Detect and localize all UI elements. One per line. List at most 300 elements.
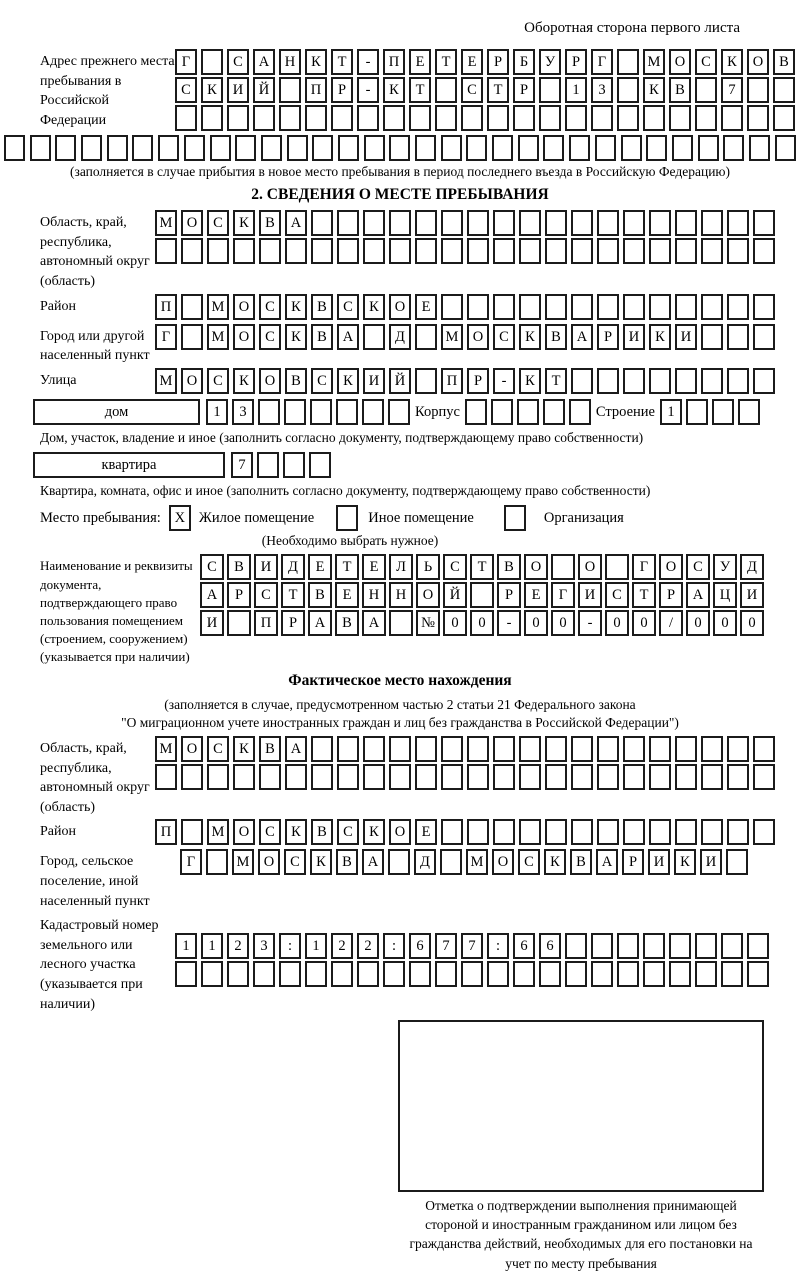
- char-cell[interactable]: О: [492, 849, 514, 875]
- char-cell[interactable]: [675, 294, 697, 320]
- char-cell[interactable]: :: [383, 933, 405, 959]
- char-cell[interactable]: [311, 210, 333, 236]
- char-cell[interactable]: [649, 210, 671, 236]
- char-cell[interactable]: Р: [513, 77, 535, 103]
- char-cell[interactable]: С: [254, 582, 278, 608]
- char-cell[interactable]: [158, 135, 179, 161]
- char-cell[interactable]: [569, 135, 590, 161]
- char-cell[interactable]: [571, 736, 593, 762]
- char-cell[interactable]: [513, 961, 535, 987]
- char-cell[interactable]: [253, 961, 275, 987]
- char-cell[interactable]: Р: [467, 368, 489, 394]
- char-cell[interactable]: А: [285, 210, 307, 236]
- char-cell[interactable]: С: [207, 736, 229, 762]
- char-cell[interactable]: И: [363, 368, 385, 394]
- char-cell[interactable]: [675, 210, 697, 236]
- char-cell[interactable]: 0: [740, 610, 764, 636]
- char-cell[interactable]: [669, 933, 691, 959]
- char-cell[interactable]: [675, 238, 697, 264]
- char-cell[interactable]: [649, 764, 671, 790]
- char-cell[interactable]: [389, 135, 410, 161]
- char-cell[interactable]: А: [686, 582, 710, 608]
- char-cell[interactable]: Т: [331, 49, 353, 75]
- char-cell[interactable]: И: [227, 77, 249, 103]
- char-cell[interactable]: Д: [281, 554, 305, 580]
- char-cell[interactable]: [551, 554, 575, 580]
- char-cell[interactable]: [467, 736, 489, 762]
- char-cell[interactable]: -: [497, 610, 521, 636]
- char-cell[interactable]: [643, 105, 665, 131]
- char-cell[interactable]: П: [155, 819, 177, 845]
- char-cell[interactable]: [309, 452, 331, 478]
- char-cell[interactable]: [649, 238, 671, 264]
- char-cell[interactable]: К: [233, 736, 255, 762]
- char-cell[interactable]: О: [233, 294, 255, 320]
- char-cell[interactable]: А: [200, 582, 224, 608]
- char-cell[interactable]: 3: [591, 77, 613, 103]
- char-cell[interactable]: 0: [443, 610, 467, 636]
- char-cell[interactable]: Д: [414, 849, 436, 875]
- char-cell[interactable]: П: [155, 294, 177, 320]
- char-cell[interactable]: [695, 933, 717, 959]
- char-cell[interactable]: Д: [740, 554, 764, 580]
- char-cell[interactable]: П: [383, 49, 405, 75]
- char-cell[interactable]: 0: [632, 610, 656, 636]
- char-cell[interactable]: К: [363, 819, 385, 845]
- char-cell[interactable]: М: [441, 324, 463, 350]
- char-cell[interactable]: К: [544, 849, 566, 875]
- char-cell[interactable]: А: [362, 849, 384, 875]
- char-cell[interactable]: В: [259, 736, 281, 762]
- char-cell[interactable]: О: [669, 49, 691, 75]
- char-cell[interactable]: [415, 736, 437, 762]
- char-cell[interactable]: [675, 819, 697, 845]
- char-cell[interactable]: [435, 961, 457, 987]
- char-cell[interactable]: [467, 210, 489, 236]
- char-cell[interactable]: О: [524, 554, 548, 580]
- char-cell[interactable]: [686, 399, 708, 425]
- char-cell[interactable]: [727, 238, 749, 264]
- char-cell[interactable]: В: [311, 819, 333, 845]
- char-cell[interactable]: [595, 135, 616, 161]
- char-cell[interactable]: -: [357, 77, 379, 103]
- char-cell[interactable]: [175, 961, 197, 987]
- char-cell[interactable]: [364, 135, 385, 161]
- char-cell[interactable]: [441, 294, 463, 320]
- char-cell[interactable]: [155, 238, 177, 264]
- char-cell[interactable]: С: [443, 554, 467, 580]
- char-cell[interactable]: [389, 764, 411, 790]
- char-cell[interactable]: В: [335, 610, 359, 636]
- char-cell[interactable]: [305, 961, 327, 987]
- char-cell[interactable]: [441, 736, 463, 762]
- char-cell[interactable]: И: [254, 554, 278, 580]
- char-cell[interactable]: С: [227, 49, 249, 75]
- char-cell[interactable]: Е: [362, 554, 386, 580]
- char-cell[interactable]: М: [155, 736, 177, 762]
- char-cell[interactable]: С: [695, 49, 717, 75]
- char-cell[interactable]: О: [258, 849, 280, 875]
- char-cell[interactable]: [441, 764, 463, 790]
- char-cell[interactable]: [409, 961, 431, 987]
- char-cell[interactable]: [493, 210, 515, 236]
- char-cell[interactable]: 0: [524, 610, 548, 636]
- char-cell[interactable]: М: [207, 819, 229, 845]
- char-cell[interactable]: [727, 736, 749, 762]
- char-cell[interactable]: Г: [155, 324, 177, 350]
- char-cell[interactable]: [701, 764, 723, 790]
- char-cell[interactable]: [181, 238, 203, 264]
- char-cell[interactable]: [747, 105, 769, 131]
- char-cell[interactable]: В: [545, 324, 567, 350]
- char-cell[interactable]: [623, 368, 645, 394]
- char-cell[interactable]: [649, 736, 671, 762]
- char-cell[interactable]: [597, 238, 619, 264]
- char-cell[interactable]: [175, 105, 197, 131]
- char-cell[interactable]: [539, 77, 561, 103]
- char-cell[interactable]: [233, 764, 255, 790]
- char-cell[interactable]: М: [155, 368, 177, 394]
- char-cell[interactable]: [132, 135, 153, 161]
- char-cell[interactable]: У: [539, 49, 561, 75]
- char-cell[interactable]: [675, 368, 697, 394]
- char-cell[interactable]: [492, 135, 513, 161]
- char-cell[interactable]: [747, 933, 769, 959]
- char-cell[interactable]: И: [675, 324, 697, 350]
- char-cell[interactable]: [753, 368, 775, 394]
- char-cell[interactable]: [201, 49, 223, 75]
- char-cell[interactable]: [259, 238, 281, 264]
- char-cell[interactable]: [487, 961, 509, 987]
- char-cell[interactable]: [311, 764, 333, 790]
- char-cell[interactable]: [201, 105, 223, 131]
- char-cell[interactable]: [181, 294, 203, 320]
- char-cell[interactable]: [721, 105, 743, 131]
- char-cell[interactable]: [597, 210, 619, 236]
- char-cell[interactable]: К: [285, 324, 307, 350]
- char-cell[interactable]: Т: [335, 554, 359, 580]
- char-cell[interactable]: [617, 105, 639, 131]
- char-cell[interactable]: [441, 210, 463, 236]
- char-cell[interactable]: [487, 105, 509, 131]
- char-cell[interactable]: А: [285, 736, 307, 762]
- char-cell[interactable]: Н: [362, 582, 386, 608]
- char-cell[interactable]: [389, 210, 411, 236]
- char-cell[interactable]: [493, 294, 515, 320]
- char-cell[interactable]: [467, 819, 489, 845]
- char-cell[interactable]: О: [659, 554, 683, 580]
- char-cell[interactable]: Е: [409, 49, 431, 75]
- char-cell[interactable]: [279, 77, 301, 103]
- char-cell[interactable]: 0: [605, 610, 629, 636]
- char-cell[interactable]: [701, 294, 723, 320]
- char-cell[interactable]: Р: [659, 582, 683, 608]
- char-cell[interactable]: К: [305, 49, 327, 75]
- char-cell[interactable]: [695, 77, 717, 103]
- char-cell[interactable]: [617, 49, 639, 75]
- char-cell[interactable]: [4, 135, 25, 161]
- char-cell[interactable]: С: [461, 77, 483, 103]
- char-cell[interactable]: [649, 819, 671, 845]
- char-cell[interactable]: [337, 238, 359, 264]
- char-cell[interactable]: [184, 135, 205, 161]
- char-cell[interactable]: [726, 849, 748, 875]
- char-cell[interactable]: [363, 210, 385, 236]
- char-cell[interactable]: Е: [461, 49, 483, 75]
- char-cell[interactable]: [415, 135, 436, 161]
- char-cell[interactable]: [569, 399, 591, 425]
- char-cell[interactable]: [623, 736, 645, 762]
- char-cell[interactable]: [753, 294, 775, 320]
- char-cell[interactable]: [310, 399, 332, 425]
- char-cell[interactable]: [435, 105, 457, 131]
- char-cell[interactable]: [311, 736, 333, 762]
- char-cell[interactable]: [362, 399, 384, 425]
- char-cell[interactable]: 2: [227, 933, 249, 959]
- char-cell[interactable]: [383, 961, 405, 987]
- char-cell[interactable]: [258, 399, 280, 425]
- char-cell[interactable]: С: [259, 294, 281, 320]
- char-cell[interactable]: [389, 736, 411, 762]
- char-cell[interactable]: Т: [632, 582, 656, 608]
- char-cell[interactable]: [519, 819, 541, 845]
- char-cell[interactable]: М: [232, 849, 254, 875]
- char-cell[interactable]: [565, 961, 587, 987]
- char-cell[interactable]: В: [336, 849, 358, 875]
- char-cell[interactable]: [465, 399, 487, 425]
- char-cell[interactable]: [519, 238, 541, 264]
- char-cell[interactable]: [721, 933, 743, 959]
- char-cell[interactable]: И: [700, 849, 722, 875]
- char-cell[interactable]: [519, 764, 541, 790]
- char-cell[interactable]: Г: [180, 849, 202, 875]
- char-cell[interactable]: [415, 368, 437, 394]
- char-cell[interactable]: [753, 324, 775, 350]
- char-cell[interactable]: [721, 961, 743, 987]
- char-cell[interactable]: К: [337, 368, 359, 394]
- char-cell[interactable]: [545, 764, 567, 790]
- char-cell[interactable]: О: [233, 819, 255, 845]
- stay-type-checkbox-other[interactable]: [336, 505, 358, 531]
- char-cell[interactable]: К: [649, 324, 671, 350]
- char-cell[interactable]: Й: [253, 77, 275, 103]
- char-cell[interactable]: [605, 554, 629, 580]
- char-cell[interactable]: [311, 238, 333, 264]
- char-cell[interactable]: [415, 210, 437, 236]
- char-cell[interactable]: :: [279, 933, 301, 959]
- char-cell[interactable]: [107, 135, 128, 161]
- char-cell[interactable]: И: [200, 610, 224, 636]
- char-cell[interactable]: [617, 77, 639, 103]
- char-cell[interactable]: Ц: [713, 582, 737, 608]
- char-cell[interactable]: [461, 105, 483, 131]
- char-cell[interactable]: 1: [201, 933, 223, 959]
- char-cell[interactable]: [207, 764, 229, 790]
- char-cell[interactable]: К: [285, 294, 307, 320]
- char-cell[interactable]: К: [201, 77, 223, 103]
- char-cell[interactable]: Г: [175, 49, 197, 75]
- char-cell[interactable]: [493, 736, 515, 762]
- char-cell[interactable]: [383, 105, 405, 131]
- char-cell[interactable]: Г: [632, 554, 656, 580]
- char-cell[interactable]: [591, 105, 613, 131]
- char-cell[interactable]: [701, 368, 723, 394]
- char-cell[interactable]: [305, 105, 327, 131]
- char-cell[interactable]: Е: [524, 582, 548, 608]
- char-cell[interactable]: 6: [513, 933, 535, 959]
- char-cell[interactable]: [363, 764, 385, 790]
- char-cell[interactable]: О: [578, 554, 602, 580]
- char-cell[interactable]: С: [259, 819, 281, 845]
- char-cell[interactable]: [753, 764, 775, 790]
- char-cell[interactable]: В: [259, 210, 281, 236]
- char-cell[interactable]: [571, 294, 593, 320]
- char-cell[interactable]: [597, 819, 619, 845]
- char-cell[interactable]: [591, 961, 613, 987]
- char-cell[interactable]: 1: [305, 933, 327, 959]
- char-cell[interactable]: [30, 135, 51, 161]
- char-cell[interactable]: [415, 238, 437, 264]
- char-cell[interactable]: [389, 238, 411, 264]
- char-cell[interactable]: [701, 736, 723, 762]
- char-cell[interactable]: С: [311, 368, 333, 394]
- char-cell[interactable]: [727, 324, 749, 350]
- char-cell[interactable]: [337, 764, 359, 790]
- char-cell[interactable]: [649, 368, 671, 394]
- char-cell[interactable]: №: [416, 610, 440, 636]
- char-cell[interactable]: К: [363, 294, 385, 320]
- char-cell[interactable]: [597, 368, 619, 394]
- char-cell[interactable]: [545, 238, 567, 264]
- char-cell[interactable]: 0: [470, 610, 494, 636]
- char-cell[interactable]: [181, 819, 203, 845]
- char-cell[interactable]: [669, 105, 691, 131]
- char-cell[interactable]: Р: [497, 582, 521, 608]
- char-cell[interactable]: 7: [231, 452, 253, 478]
- char-cell[interactable]: И: [623, 324, 645, 350]
- char-cell[interactable]: [363, 736, 385, 762]
- char-cell[interactable]: [435, 77, 457, 103]
- char-cell[interactable]: [409, 105, 431, 131]
- char-cell[interactable]: М: [207, 324, 229, 350]
- char-cell[interactable]: [623, 238, 645, 264]
- char-cell[interactable]: 1: [175, 933, 197, 959]
- char-cell[interactable]: П: [305, 77, 327, 103]
- char-cell[interactable]: [623, 210, 645, 236]
- char-cell[interactable]: [597, 736, 619, 762]
- char-cell[interactable]: 2: [331, 933, 353, 959]
- char-cell[interactable]: [493, 764, 515, 790]
- char-cell[interactable]: [545, 819, 567, 845]
- char-cell[interactable]: [701, 210, 723, 236]
- char-cell[interactable]: К: [519, 368, 541, 394]
- char-cell[interactable]: Р: [281, 610, 305, 636]
- char-cell[interactable]: [571, 764, 593, 790]
- char-cell[interactable]: Р: [597, 324, 619, 350]
- char-cell[interactable]: Р: [331, 77, 353, 103]
- char-cell[interactable]: [623, 819, 645, 845]
- char-cell[interactable]: К: [285, 819, 307, 845]
- char-cell[interactable]: [695, 105, 717, 131]
- char-cell[interactable]: К: [721, 49, 743, 75]
- char-cell[interactable]: [181, 324, 203, 350]
- char-cell[interactable]: Р: [622, 849, 644, 875]
- char-cell[interactable]: [312, 135, 333, 161]
- char-cell[interactable]: П: [254, 610, 278, 636]
- char-cell[interactable]: В: [669, 77, 691, 103]
- char-cell[interactable]: О: [259, 368, 281, 394]
- char-cell[interactable]: [363, 238, 385, 264]
- char-cell[interactable]: В: [285, 368, 307, 394]
- char-cell[interactable]: С: [493, 324, 515, 350]
- char-cell[interactable]: [701, 238, 723, 264]
- char-cell[interactable]: [565, 105, 587, 131]
- char-cell[interactable]: [467, 238, 489, 264]
- char-cell[interactable]: [643, 961, 665, 987]
- char-cell[interactable]: Н: [279, 49, 301, 75]
- char-cell[interactable]: В: [311, 324, 333, 350]
- char-cell[interactable]: М: [155, 210, 177, 236]
- char-cell[interactable]: [727, 210, 749, 236]
- char-cell[interactable]: 0: [686, 610, 710, 636]
- char-cell[interactable]: 6: [409, 933, 431, 959]
- char-cell[interactable]: 1: [206, 399, 228, 425]
- char-cell[interactable]: О: [181, 210, 203, 236]
- char-cell[interactable]: [712, 399, 734, 425]
- char-cell[interactable]: О: [416, 582, 440, 608]
- char-cell[interactable]: [227, 610, 251, 636]
- char-cell[interactable]: А: [308, 610, 332, 636]
- char-cell[interactable]: И: [648, 849, 670, 875]
- char-cell[interactable]: Й: [389, 368, 411, 394]
- char-cell[interactable]: -: [578, 610, 602, 636]
- char-cell[interactable]: [591, 933, 613, 959]
- char-cell[interactable]: О: [389, 294, 411, 320]
- char-cell[interactable]: К: [383, 77, 405, 103]
- char-cell[interactable]: [357, 961, 379, 987]
- char-cell[interactable]: [388, 399, 410, 425]
- char-cell[interactable]: [597, 764, 619, 790]
- char-cell[interactable]: [753, 238, 775, 264]
- char-cell[interactable]: А: [253, 49, 275, 75]
- char-cell[interactable]: [285, 764, 307, 790]
- char-cell[interactable]: О: [233, 324, 255, 350]
- char-cell[interactable]: Е: [308, 554, 332, 580]
- char-cell[interactable]: [466, 135, 487, 161]
- char-cell[interactable]: Н: [389, 582, 413, 608]
- char-cell[interactable]: [747, 961, 769, 987]
- stay-type-checkbox-organization[interactable]: [504, 505, 526, 531]
- char-cell[interactable]: [441, 819, 463, 845]
- char-cell[interactable]: [493, 238, 515, 264]
- char-cell[interactable]: [493, 819, 515, 845]
- char-cell[interactable]: К: [519, 324, 541, 350]
- char-cell[interactable]: [363, 324, 385, 350]
- char-cell[interactable]: О: [181, 368, 203, 394]
- char-cell[interactable]: [331, 105, 353, 131]
- char-cell[interactable]: Р: [565, 49, 587, 75]
- char-cell[interactable]: Т: [545, 368, 567, 394]
- char-cell[interactable]: [749, 135, 770, 161]
- char-cell[interactable]: [491, 399, 513, 425]
- char-cell[interactable]: 2: [357, 933, 379, 959]
- char-cell[interactable]: Г: [591, 49, 613, 75]
- char-cell[interactable]: С: [207, 210, 229, 236]
- char-cell[interactable]: [727, 764, 749, 790]
- char-cell[interactable]: [675, 736, 697, 762]
- char-cell[interactable]: 1: [660, 399, 682, 425]
- char-cell[interactable]: М: [466, 849, 488, 875]
